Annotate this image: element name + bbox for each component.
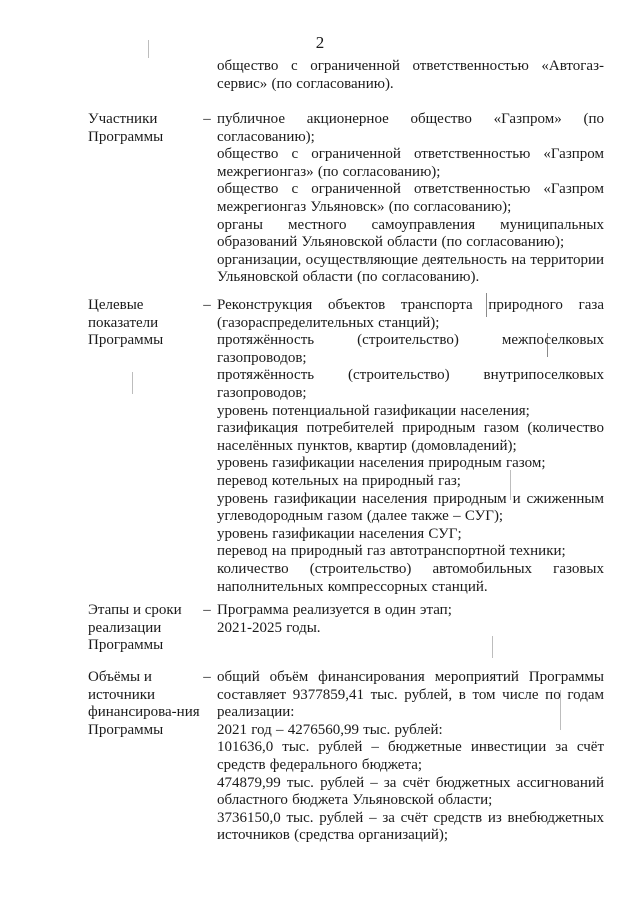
page-number: 2 — [315, 33, 325, 52]
paragraph: Реконструкция объектов транспорта природного газа (газораспределительных станций); — [217, 297, 604, 331]
paragraph: 2021 год – 4276560,99 тыс. рублей: — [217, 721, 443, 738]
scan-artifact — [132, 372, 133, 394]
paragraph: перевод на природный газ автотранспортной техники; — [217, 543, 566, 560]
paragraph: уровень газификации населения СУГ; — [217, 525, 462, 542]
paragraph: общий объём финансирования мероприятий Программы составляет 9377859,41 тыс. рублей, в том числе по годам реализации: — [217, 669, 604, 721]
paragraph: общество с ограниченной ответственностью «Газпром межрегионгаз Ульяновск» (по согласованию); — [217, 181, 604, 215]
section-label-target-indicators: Целевые показатели Программы — [88, 297, 164, 349]
paragraph: органы местного самоуправления муниципальных образований Ульяновской области (по согласованию); — [217, 216, 604, 251]
paragraph: перевод котельных на природный газ; — [217, 472, 461, 489]
paragraph: 101636,0 тыс. рублей – бюджетные инвестиции за счёт средств федерального бюджета; — [217, 739, 604, 773]
paragraph: публичное акционерное общество «Газпром» (по согласованию); — [217, 111, 604, 145]
paragraph: общество с ограниченной ответственностью «Газпром межрегионгаз» (по согласованию); — [217, 146, 604, 180]
section-label-participants: Участники Программы — [88, 111, 164, 145]
paragraph: 474879,99 тыс. рублей – за счёт бюджетных ассигнований областного бюджета Ульяновской области; — [217, 774, 604, 809]
paragraph: протяжённость (строительство) внутрипоселковых газопроводов; — [217, 367, 604, 401]
paragraph: уровень газификации населения природным газом; — [217, 455, 546, 472]
section-dash: – — [203, 111, 211, 127]
paragraph: Программа реализуется в один этап; — [217, 602, 452, 618]
section-value-target-indicators — [217, 297, 604, 596]
continuation-paragraph: общество с ограниченной ответственностью «Автогаз-сервис» (по согласованию). — [217, 58, 604, 92]
paragraph: 2021-2025 годы. — [217, 619, 321, 636]
paragraph: количество (строительство) автомобильных газовых наполнительных компрессорных станций. — [217, 560, 604, 595]
paragraph: уровень потенциальной газификации населения; — [217, 402, 530, 419]
paragraph: уровень газификации населения природным и сжиженным углеводородным газом (далее также – СУГ); — [217, 490, 604, 525]
scan-artifact — [492, 636, 493, 658]
section-dash: – — [203, 669, 211, 685]
section-dash: – — [203, 297, 211, 313]
paragraph: организации, осуществляющие деятельность на территории Ульяновской области (по согласованию). — [217, 251, 604, 286]
section-dash: – — [203, 602, 211, 618]
section-label-funding: Объёмы и источники финансирова-ния Программы — [88, 669, 200, 738]
section-value-stages — [217, 602, 604, 637]
section-value-participants — [217, 111, 604, 287]
continuation-text — [217, 58, 604, 93]
section-label-stages: Этапы и сроки реализации Программы — [88, 602, 182, 654]
paragraph: 3736150,0 тыс. рублей – за счёт средств из внебюджетных источников (средства организаций); — [217, 809, 604, 844]
section-value-funding — [217, 669, 604, 845]
paragraph: протяжённость (строительство) межпоселковых газопроводов; — [217, 332, 604, 366]
paragraph: газификация потребителей природным газом (количество населённых пунктов, квартир (домовладений); — [217, 420, 604, 454]
